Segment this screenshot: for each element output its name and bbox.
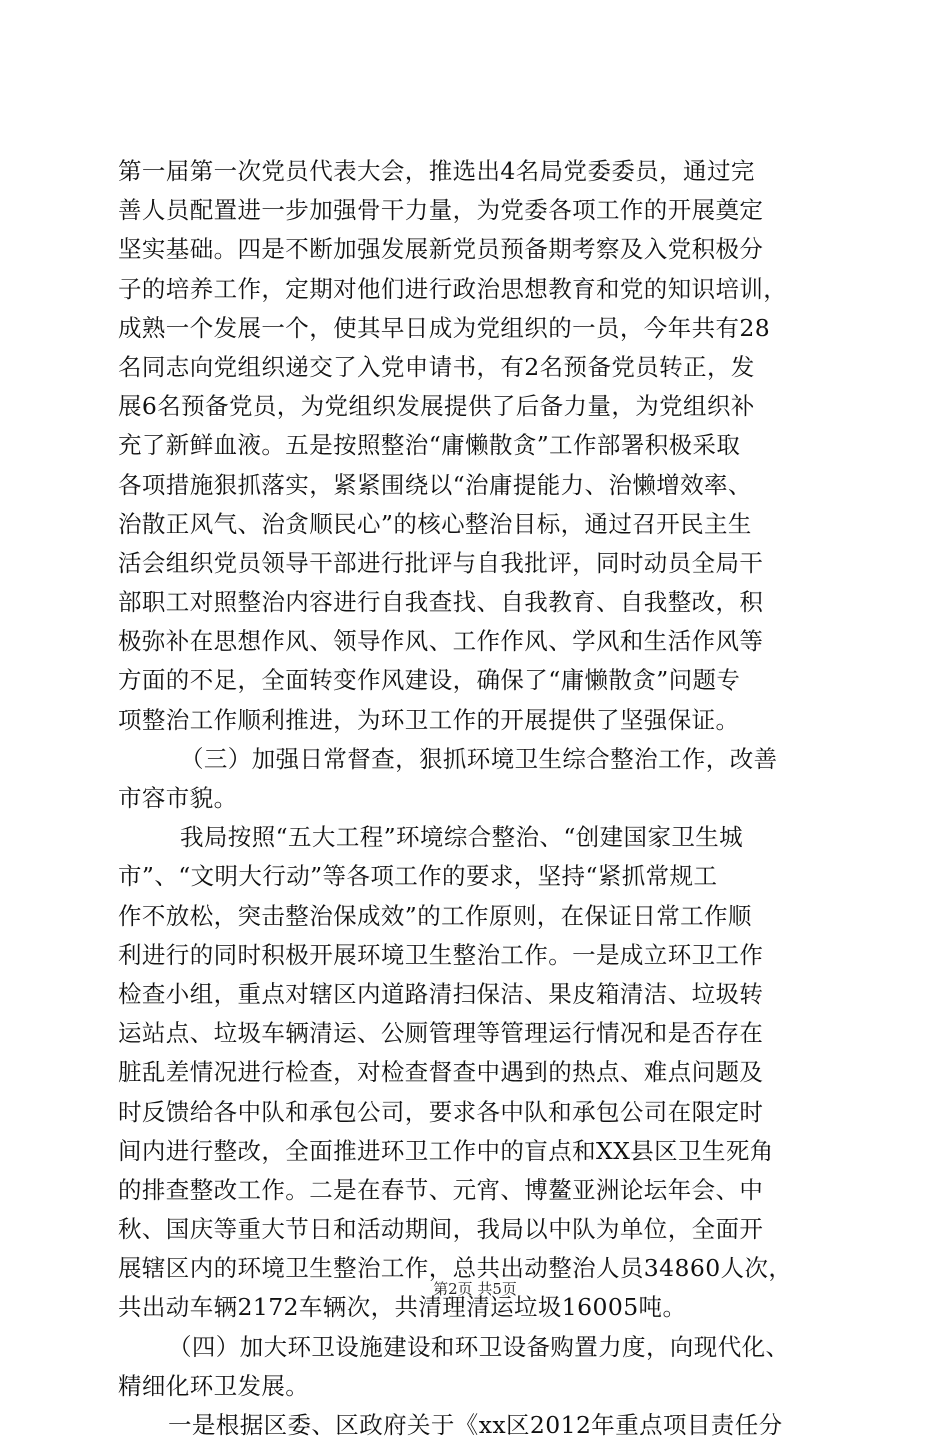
text-line: 展辖区内的环境卫生整治工作，总共出动整治人员34860人次，	[118, 1254, 793, 1283]
paragraph-start: 一是根据区委、区政府关于《xx区2012年重点项目责任分	[168, 1411, 783, 1439]
text-line: 的排查整改工作。二是在春节、元宵、博鳌亚洲论坛年会、中	[118, 1175, 764, 1204]
text-line: 子的培养工作，定期对他们进行政治思想教育和党的知识培训，	[118, 274, 788, 303]
text-line: 运站点、垃圾车辆清运、公厕管理等管理运行情况和是否存在	[118, 1019, 764, 1048]
text-line: 市”、“文明大行动”等各项工作的要求，坚持“紧抓常规工	[118, 862, 718, 891]
section-heading-continued: 市容市貌。	[118, 784, 238, 812]
text-line: 部职工对照整治内容进行自我查找、自我教育、自我整改，积	[118, 588, 764, 617]
text-line: 利进行的同时积极开展环境卫生整治工作。一是成立环卫工作	[118, 940, 764, 969]
section-heading: （三）加强日常督查，狠抓环境卫生综合整治工作，改善	[180, 744, 778, 773]
text-line: 共出动车辆2172车辆次，共清理清运垃圾16005吨。	[118, 1293, 687, 1322]
text-line: 展6名预备党员，为党组织发展提供了后备力量，为党组织补	[118, 392, 755, 421]
text-line: 方面的不足，全面转变作风建设，确保了“庸懒散贪”问题专	[118, 666, 741, 695]
text-line: 善人员配置进一步加强骨干力量，为党委各项工作的开展奠定	[118, 196, 764, 225]
text-line: 成熟一个发展一个，使其早日成为党组织的一员，今年共有28	[118, 313, 771, 342]
paragraph-start: 我局按照“五大工程”环境综合整治、“创建国家卫生城	[180, 823, 744, 852]
text-line: 检查小组，重点对辖区内道路清扫保洁、果皮箱清洁、垃圾转	[118, 979, 764, 1008]
section-heading: （四）加大环卫设施建设和环卫设备购置力度，向现代化、	[168, 1332, 790, 1361]
text-line: 秋、国庆等重大节日和活动期间，我局以中队为单位，全面开	[118, 1215, 764, 1244]
text-line: 项整治工作顺利推进，为环卫工作的开展提供了坚强保证。	[118, 705, 740, 734]
text-line: 名同志向党组织递交了入党申请书，有2名预备党员转正，发	[118, 352, 755, 381]
text-line: 治散正风气、治贪顺民心”的核心整治目标，通过召开民主生	[118, 509, 752, 538]
text-line: 各项措施狠抓落实，紧紧围绕以“治庸提能力、治懒增效率、	[118, 470, 752, 499]
page-number-footer: 第2页 共5页	[433, 1280, 517, 1298]
text-line: 第一届第一次党员代表大会，推选出4名局党委委员，通过完	[118, 157, 755, 185]
document-body	[118, 152, 834, 1445]
text-line: 充了新鲜血液。五是按照整治“庸懒散贪”工作部署积极采取	[118, 431, 741, 460]
text-line: 时反馈给各中队和承包公司，要求各中队和承包公司在限定时	[118, 1097, 764, 1126]
section-heading-continued: 精细化环卫发展。	[118, 1371, 310, 1400]
text-line: 间内进行整改，全面推进环卫工作中的盲点和XX县区卫生死角	[118, 1136, 774, 1165]
text-line: 脏乱差情况进行检查，对检查督查中遇到的热点、难点问题及	[118, 1058, 764, 1087]
text-line: 活会组织党员领导干部进行批评与自我批评，同时动员全局干	[118, 548, 764, 577]
text-line: 极弥补在思想作风、领导作风、工作作风、学风和生活作风等	[118, 627, 764, 656]
text-line: 作不放松，突击整治保成效”的工作原则，在保证日常工作顺	[118, 901, 752, 930]
text-line: 坚实基础。四是不断加强发展新党员预备期考察及入党积极分	[118, 235, 764, 264]
